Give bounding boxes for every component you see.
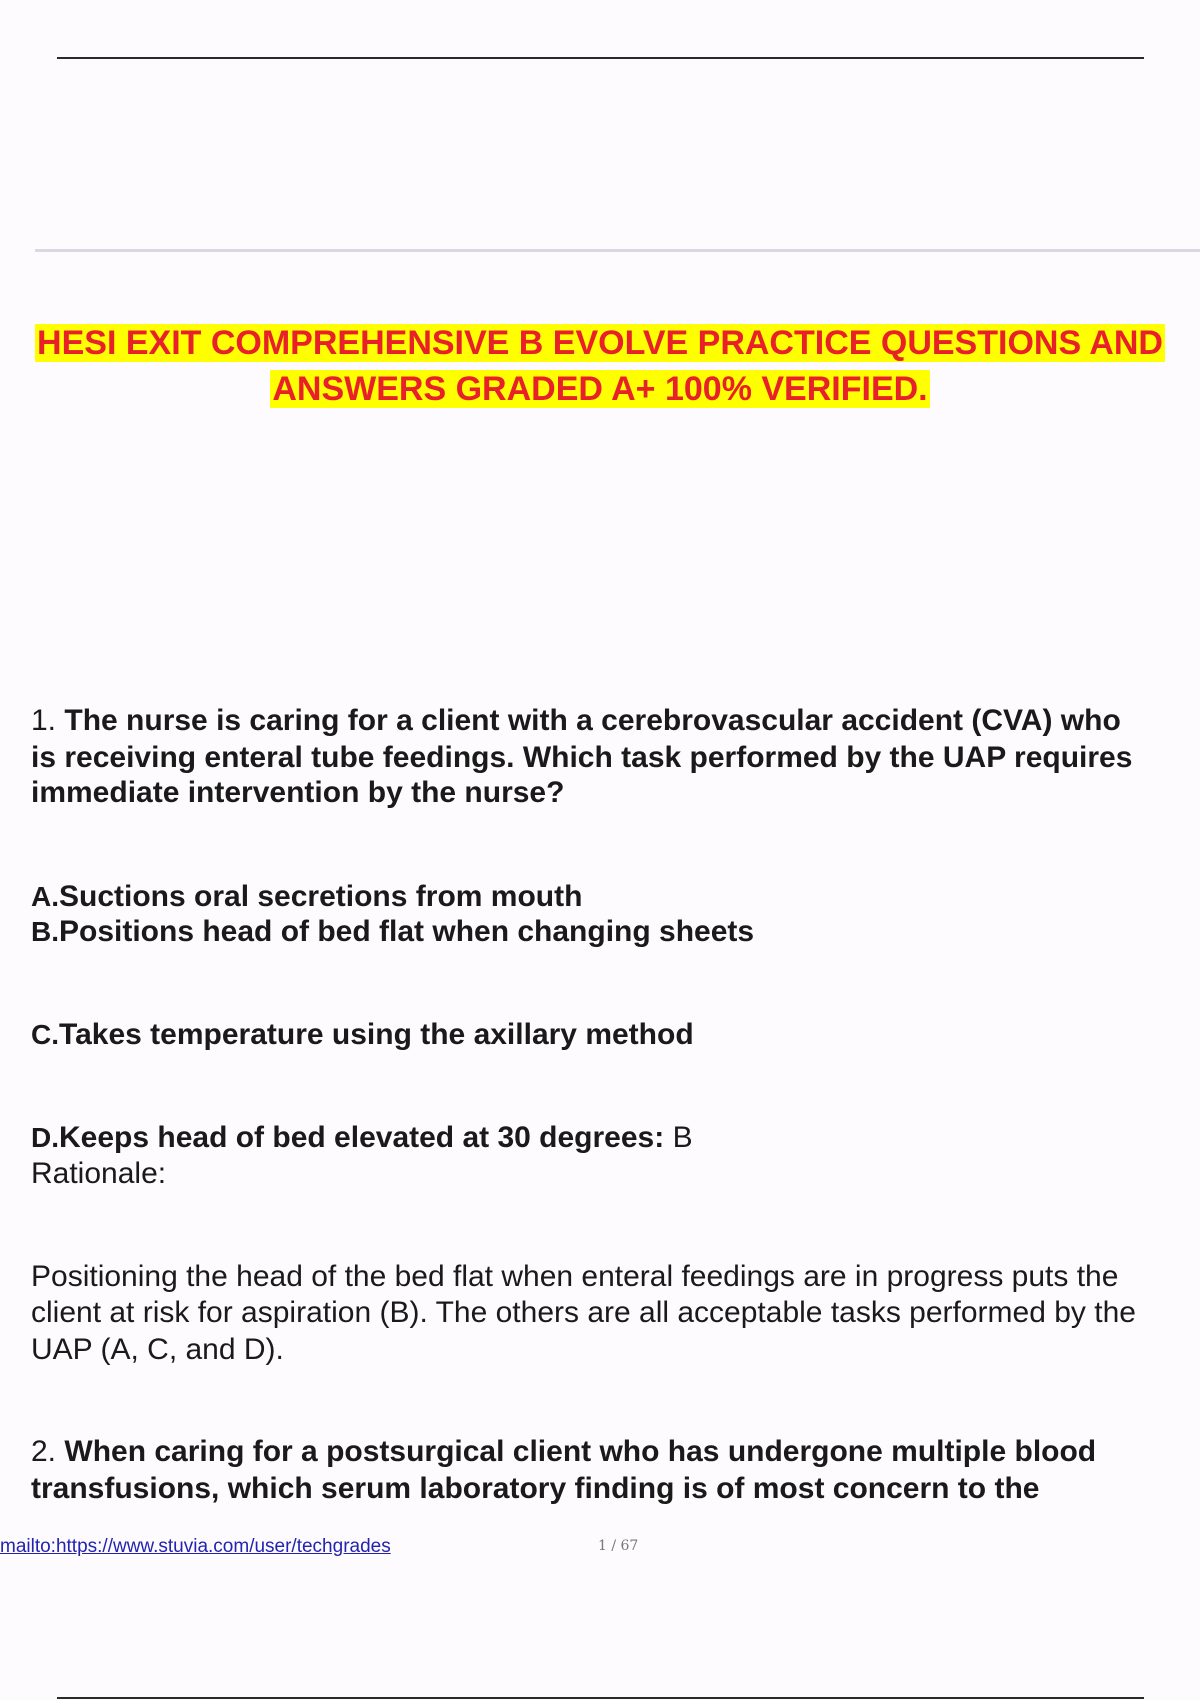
option-d-text: Keeps head of bed elevated at 30 degrees: bbox=[59, 1121, 665, 1154]
question-1-line-2: is receiving enteral tube feedings. Which task performed by the UAP requires bbox=[31, 741, 1133, 774]
option-b bbox=[31, 914, 1200, 950]
document-title bbox=[0, 320, 1200, 412]
title-line-1 bbox=[0, 320, 1200, 366]
page-number: 1 / 67 bbox=[598, 1538, 639, 1554]
question-2-text-line-1: When caring for a postsurgical client who has undergone multiple blood bbox=[64, 1435, 1097, 1468]
top-rule bbox=[57, 57, 1144, 59]
question-2-line-2: transfusions, which serum laboratory finding is of most concern to the bbox=[31, 1472, 1040, 1505]
rationale-line-1: Positioning the head of the bed flat when enteral feedings are in progress puts the bbox=[31, 1260, 1119, 1293]
option-b-letter: B. bbox=[31, 916, 59, 947]
option-d-letter: D. bbox=[31, 1122, 59, 1153]
question-1-number: 1. bbox=[31, 704, 57, 737]
option-d bbox=[31, 1120, 1200, 1156]
question-1-line-1 bbox=[31, 703, 1200, 739]
question-1-text-line-1: The nurse is caring for a client with a cerebrovascular accident (CVA) who bbox=[64, 704, 1121, 737]
title-line-2: ANSWERS GRADED A+ 100% VERIFIED. bbox=[272, 370, 928, 408]
question-1-line-3: immediate intervention by the nurse? bbox=[31, 776, 565, 809]
divider bbox=[35, 249, 1200, 252]
question-2-number: 2. bbox=[31, 1435, 57, 1468]
option-a-text: Suctions oral secretions from mouth bbox=[59, 880, 583, 913]
title-line-1-text: HESI EXIT COMPREHENSIVE B EVOLVE PRACTICE QUESTIONS AND bbox=[37, 324, 1163, 362]
bottom-rule bbox=[57, 1697, 1144, 1699]
option-a-letter: A. bbox=[31, 881, 59, 912]
footer-mailto-link[interactable]: mailto:https://www.stuvia.com/user/techgrades bbox=[0, 1536, 391, 1557]
rationale-line-3: UAP (A, C, and D). bbox=[31, 1333, 284, 1366]
question-2-line-1 bbox=[31, 1434, 1200, 1470]
answer: B bbox=[664, 1121, 693, 1154]
option-c bbox=[31, 1017, 1200, 1053]
rationale-line-2: client at risk for aspiration (B). The others are all acceptable tasks performed by the bbox=[31, 1296, 1136, 1329]
option-b-text: Positions head of bed flat when changing sheets bbox=[59, 915, 755, 948]
option-a bbox=[31, 879, 1200, 915]
rationale-label: Rationale: bbox=[31, 1157, 167, 1190]
option-c-text: Takes temperature using the axillary method bbox=[59, 1018, 694, 1051]
option-c-letter: C. bbox=[31, 1019, 59, 1050]
